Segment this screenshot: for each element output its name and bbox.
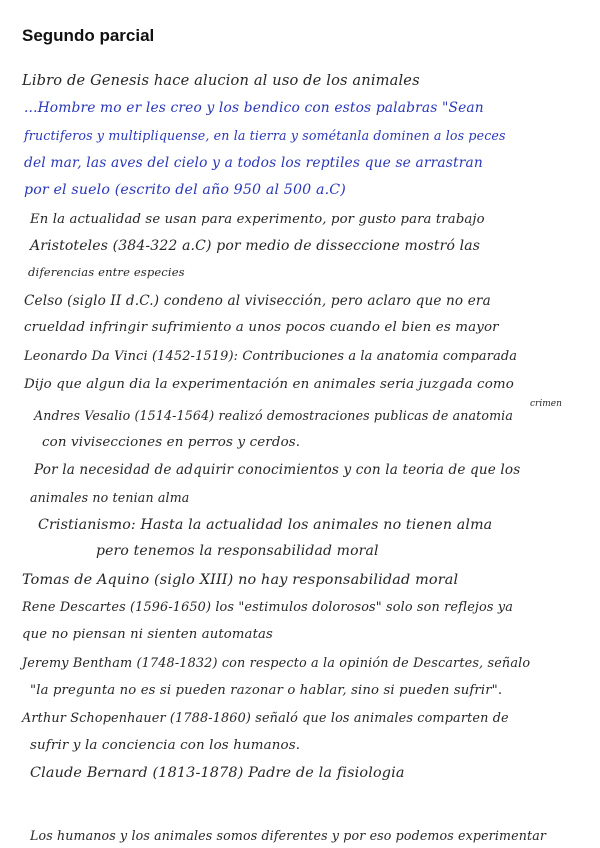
note-line: "la pregunta no es si pueden razonar o hablar, sino si pueden sufrir". (30, 683, 503, 698)
note-line: sufrir y la conciencia con los humanos. (30, 738, 301, 753)
note-line: fructiferos y multipliquense, en la tierra y sométanla dominen a los peces (24, 128, 506, 143)
note-line: Cristianismo: Hasta la actualidad los animales no tienen alma (38, 517, 493, 533)
margin-annotation: crimen (530, 399, 562, 409)
note-line: Aristoteles (384-322 a.C) por medio de disseccione mostró las (30, 238, 481, 254)
note-line: En la actualidad se usan para experimento, por gusto para trabajo (30, 212, 485, 227)
note-line: diferencias entre especies (28, 265, 185, 279)
note-line: Claude Bernard (1813-1878) Padre de la fisiologia (30, 765, 405, 781)
note-line: con vivisecciones en perros y cerdos. (42, 435, 301, 450)
note-line: Tomas de Aquino (siglo XIII) no hay responsabilidad moral (22, 572, 459, 588)
note-line: Dijo que algun dia la experimentación en animales seria juzgada como (24, 377, 514, 392)
note-line: Libro de Genesis hace alucion al uso de los animales (22, 72, 420, 89)
note-line: por el suelo (escrito del año 950 al 500 a.C) (24, 182, 346, 198)
note-line: del mar, las aves del cielo y a todos los reptiles que se arrastran (24, 155, 483, 171)
note-line: que no piensan ni sienten automatas (22, 627, 273, 642)
note-line: crueldad infringir sufrimiento a unos pocos cuando el bien es mayor (24, 320, 499, 335)
note-line: Andres Vesalio (1514-1564) realizó demostraciones publicas de anatomia (34, 408, 514, 423)
note-line: Los humanos y los animales somos diferentes y por eso podemos experimentar (30, 828, 547, 843)
note-line: pero tenemos la responsabilidad moral (96, 543, 379, 559)
note-line: animales no tenian alma (30, 490, 190, 505)
page-title: Segundo parcial (22, 26, 155, 45)
note-line: Leonardo Da Vinci (1452-1519): Contribuciones a la anatomia comparada (24, 349, 518, 364)
note-line: Por la necesidad de adquirir conocimientos y con la teoria de que los (34, 462, 521, 478)
note-line: Arthur Schopenhauer (1788-1860) señaló que los animales comparten de (22, 711, 509, 726)
note-line: Rene Descartes (1596-1650) los "estimulos dolorosos" solo son reflejos ya (22, 600, 514, 615)
note-line: ...Hombre mo er les creo y los bendico con estos palabras "Sean (24, 100, 484, 116)
note-line: Celso (siglo II d.C.) condeno al vivisección, pero aclaro que no era (24, 293, 491, 309)
note-line: Jeremy Bentham (1748-1832) con respecto a la opinión de Descartes, señalo (22, 656, 531, 671)
